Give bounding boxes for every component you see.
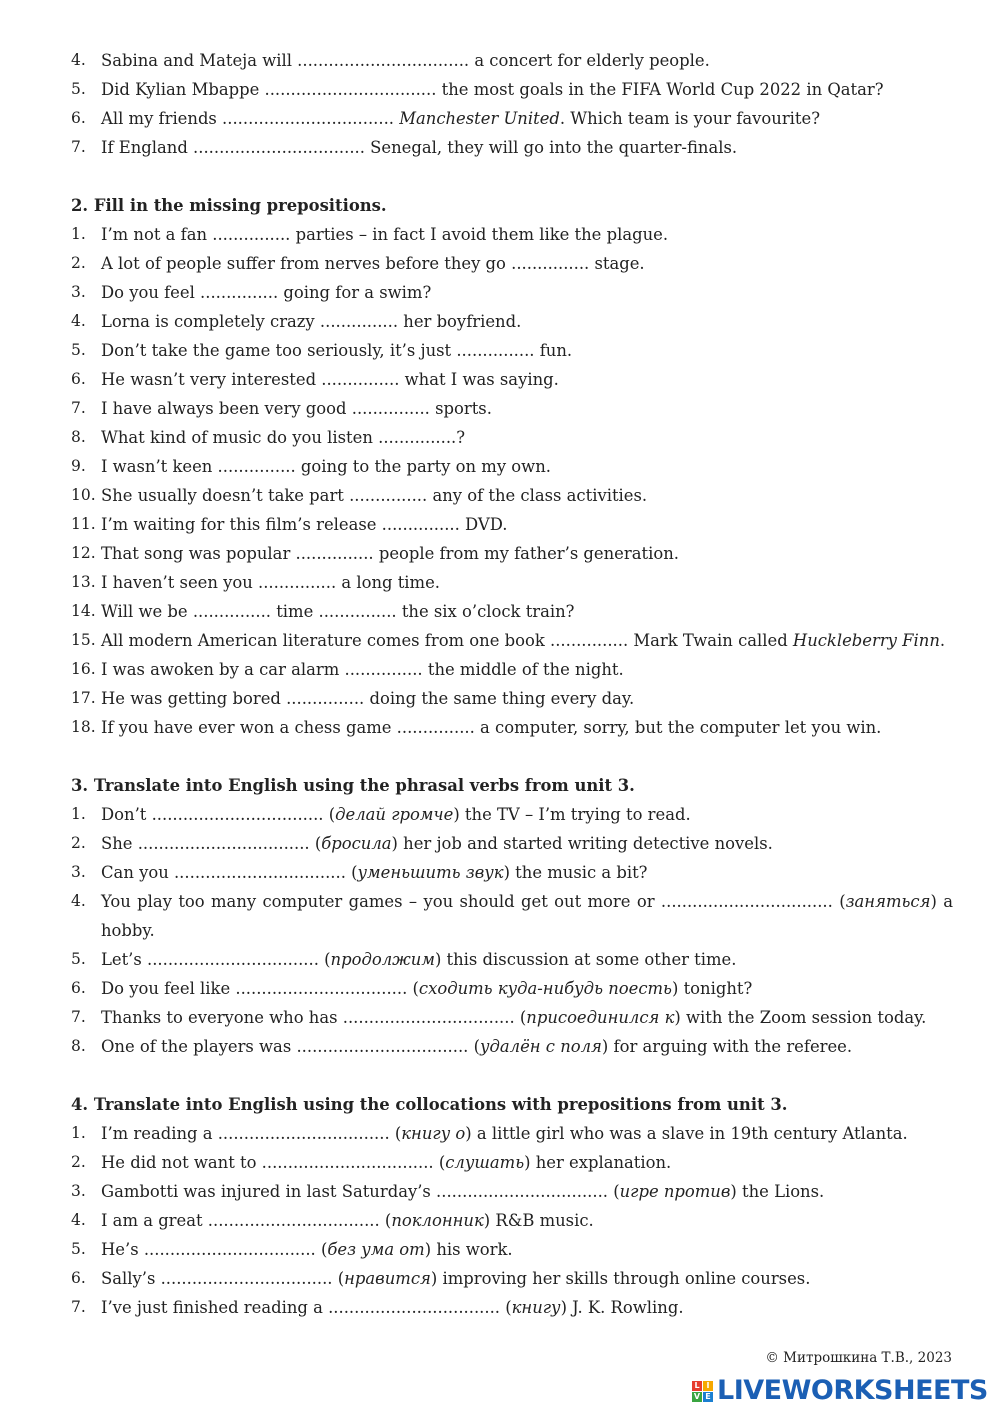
italic-hint: книгу о [401,1124,466,1143]
text-segment: Sally’s ................................. ( [101,1269,345,1288]
text-segment: ) J. K. Rowling. [560,1298,684,1317]
exercise-item [71,684,953,713]
text-segment: ) tonight? [671,979,753,998]
item-number: 6. [71,109,86,127]
exercise-item [71,278,953,307]
item-text [101,568,953,597]
section-spacer [71,742,953,771]
item-number: 7. [71,138,86,156]
exercise-item [71,133,953,162]
exercise-item [71,974,953,1003]
item-number: 4. [71,892,86,910]
exercise-item [71,945,953,974]
item-number: 18. [71,718,96,736]
item-number: 5. [71,1240,86,1258]
item-number: 14. [71,602,96,620]
item-number: 7. [71,1008,86,1026]
text-segment: I have always been very good ............... sports. [101,399,492,418]
italic-hint: поклонник [391,1211,484,1230]
text-segment: She ................................. ( [101,834,322,853]
text-segment: ) improving her skills through online courses. [430,1269,811,1288]
exercise-item [71,1003,953,1032]
item-number: 2. [71,1153,86,1171]
item-text [101,945,953,974]
text-segment: Do you feel like ................................. ( [101,979,419,998]
italic-hint: продолжим [330,950,435,969]
section-2-list [71,220,953,742]
exercise-item [71,75,953,104]
exercise-item [71,626,953,655]
text-segment: That song was popular ............... people from my father’s generation. [101,544,679,563]
section-4-list [71,1119,953,1322]
text-segment: If you have ever won a chess game ............... a computer, sorry, but the computer let you win. [101,718,882,737]
italic-hint: Manchester United [399,109,560,128]
text-segment: Sabina and Mateja will ................................. a concert for elderly people. [101,51,710,70]
item-number: 1. [71,805,86,823]
item-text [101,858,953,887]
exercise-item [71,1206,953,1235]
text-segment: . Which team is your favourite? [559,109,820,128]
text-segment: Do you feel ............... going for a swim? [101,283,432,302]
item-text [101,974,953,1003]
item-text [101,713,953,742]
exercise-item [71,307,953,336]
brand-name: LIVEWORKSHEETS [717,1375,988,1406]
section-3-list [71,800,953,1061]
text-segment: I am a great ................................. ( [101,1211,392,1230]
item-text [101,365,953,394]
item-text [101,336,953,365]
exercise-item [71,365,953,394]
logo-letter: E [703,1392,713,1402]
text-segment: ) her explanation. [524,1153,672,1172]
text-segment: Let’s ................................. ( [101,950,331,969]
item-number: 4. [71,1211,86,1229]
item-text [101,481,953,510]
exercise-item [71,829,953,858]
italic-hint: сходить куда-нибудь поесть [418,979,672,998]
text-segment: Gambotti was injured in last Saturday’s ................................. ( [101,1182,620,1201]
item-text [101,655,953,684]
item-text [101,1206,953,1235]
item-text [101,1293,953,1322]
text-segment: All my friends ................................. [101,109,400,128]
item-text [101,1177,953,1206]
section-1-list [71,46,953,162]
exercise-item [71,713,953,742]
item-number: 4. [71,51,86,69]
logo-letter: V [693,1391,701,1401]
exercise-item [71,655,953,684]
item-number: 3. [71,863,86,881]
logo-letter: L [692,1381,702,1391]
item-number: 16. [71,660,96,678]
item-text [101,1148,953,1177]
text-segment: A lot of people suffer from nerves before they go ............... stage. [101,254,645,273]
text-segment: He wasn’t very interested ............... what I was saying. [101,370,559,389]
text-segment: ) a little girl who was a slave in 19th century Atlanta. [465,1124,908,1143]
text-segment: I wasn’t keen ............... going to the party on my own. [101,457,551,476]
exercise-item [71,887,953,945]
item-number: 7. [71,399,86,417]
item-text [101,1119,953,1148]
worksheet-page [71,46,953,1322]
text-segment: He was getting bored ............... doing the same thing every day. [101,689,635,708]
italic-hint: уменьшить звук [357,863,504,882]
item-text [101,75,953,104]
text-segment: One of the players was ................................. ( [101,1037,480,1056]
item-number: 15. [71,631,96,649]
italic-hint: книгу [511,1298,561,1317]
item-text [101,133,953,162]
item-number: 11. [71,515,96,533]
exercise-item [71,249,953,278]
logo-icon [692,1381,713,1402]
exercise-item [71,423,953,452]
item-text [101,829,953,858]
text-segment: ) the music a bit? [503,863,648,882]
item-number: 6. [71,979,86,997]
exercise-item [71,597,953,626]
exercise-item [71,1235,953,1264]
item-number: 2. [71,834,86,852]
section-2-title: 2. Fill in the missing prepositions. [71,196,387,215]
item-text [101,46,953,75]
item-text [101,249,953,278]
item-text [101,510,953,539]
text-segment: Don’t take the game too seriously, it’s just ............... fun. [101,341,573,360]
item-text [101,597,953,626]
text-segment: I’ve just finished reading a ................................. ( [101,1298,512,1317]
item-number: 8. [71,1037,86,1055]
item-number: 12. [71,544,96,562]
text-segment: . [939,631,946,650]
section-3-title: 3. Translate into English using the phrasal verbs from unit 3. [71,776,635,795]
exercise-item [71,104,953,133]
item-text [101,1003,953,1032]
item-text [101,684,953,713]
italic-hint: удалён с поля [480,1037,602,1056]
text-segment: He’s ................................. ( [101,1240,328,1259]
text-segment: Will we be ............... time ............... the six o’clock train? [101,602,575,621]
text-segment: What kind of music do you listen ...............? [101,428,466,447]
item-text [101,626,953,655]
item-number: 5. [71,80,86,98]
exercise-item [71,1293,953,1322]
text-segment: ) the Lions. [730,1182,825,1201]
text-segment: Don’t ................................. ( [101,805,336,824]
text-segment: Can you ................................. ( [101,863,358,882]
item-text [101,800,953,829]
italic-hint: нравится [344,1269,431,1288]
text-segment: ) with the Zoom session today. [674,1008,927,1027]
text-segment: Lorna is completely crazy ............... her boyfriend. [101,312,522,331]
italic-hint: присоединился к [526,1008,675,1027]
item-text [101,104,953,133]
text-segment: I haven’t seen you ............... a long time. [101,573,441,592]
text-segment: ) R&B music. [483,1211,594,1230]
text-segment: ) a hobby. [101,892,953,940]
item-text [101,1264,953,1293]
item-number: 3. [71,1182,86,1200]
text-segment: I was awoken by a car alarm ............... the middle of the night. [101,660,624,679]
italic-hint: слушать [445,1153,525,1172]
liveworksheets-logo[interactable] [692,1375,988,1407]
exercise-item [71,800,953,829]
exercise-item [71,1264,953,1293]
text-segment: I’m not a fan ............... parties – in fact I avoid them like the plague. [101,225,669,244]
item-text [101,452,953,481]
item-text [101,1235,953,1264]
item-text [101,278,953,307]
item-number: 6. [71,370,86,388]
text-segment: You play too many computer games – you should get out more or ................................. ( [101,892,846,911]
item-text [101,423,953,452]
italic-hint: игре против [619,1182,731,1201]
text-segment: I’m reading a ................................. ( [101,1124,402,1143]
exercise-item [71,510,953,539]
exercise-item [71,336,953,365]
text-segment: He did not want to ................................. ( [101,1153,446,1172]
text-segment: ) for arguing with the referee. [601,1037,853,1056]
text-segment: If England ................................. Senegal, they will go into the quarter-finals. [101,138,738,157]
item-number: 10. [71,486,96,504]
exercise-item [71,452,953,481]
exercise-item [71,568,953,597]
section-spacer [71,162,953,191]
exercise-item [71,858,953,887]
item-number: 8. [71,428,86,446]
item-text [101,394,953,423]
exercise-item [71,220,953,249]
item-number: 7. [71,1298,86,1316]
exercise-item [71,1177,953,1206]
exercise-item [71,1148,953,1177]
text-segment: ) his work. [424,1240,513,1259]
text-segment: All modern American literature comes from one book ............... Mark Twain called [101,631,793,650]
item-number: 6. [71,1269,86,1287]
italic-hint: Huckleberry Finn [792,631,940,650]
exercise-item [71,1032,953,1061]
exercise-item [71,539,953,568]
item-text [101,1032,953,1061]
item-number: 9. [71,457,86,475]
text-segment: Thanks to everyone who has ................................. ( [101,1008,527,1027]
text-segment: Did Kylian Mbappe ................................. the most goals in the FIFA World Cup 2022 in Qatar? [101,80,884,99]
italic-hint: делай громче [335,805,454,824]
item-text [101,220,953,249]
item-text [101,539,953,568]
copyright-note: © Митрошкина Т.В., 2023 [765,1350,952,1366]
italic-hint: бросила [321,834,392,853]
item-number: 13. [71,573,96,591]
item-number: 2. [71,254,86,272]
item-text [101,887,953,945]
italic-hint: без ума от [327,1240,425,1259]
exercise-item [71,481,953,510]
item-number: 3. [71,283,86,301]
text-segment: She usually doesn’t take part ............... any of the class activities. [101,486,648,505]
italic-hint: заняться [845,892,931,911]
text-segment: ) her job and started writing detective novels. [391,834,773,853]
item-number: 5. [71,950,86,968]
text-segment: ) the TV – I’m trying to read. [453,805,691,824]
exercise-item [71,394,953,423]
section-spacer [71,1061,953,1090]
item-number: 4. [71,312,86,330]
logo-letter: I [703,1381,713,1391]
item-number: 17. [71,689,96,707]
item-number: 1. [71,225,86,243]
exercise-item [71,1119,953,1148]
item-number: 5. [71,341,86,359]
exercise-item [71,46,953,75]
text-segment: I’m waiting for this film’s release ............... DVD. [101,515,508,534]
section-4-title: 4. Translate into English using the collocations with prepositions from unit 3. [71,1095,788,1114]
text-segment: ) this discussion at some other time. [434,950,737,969]
item-text [101,307,953,336]
item-number: 1. [71,1124,86,1142]
